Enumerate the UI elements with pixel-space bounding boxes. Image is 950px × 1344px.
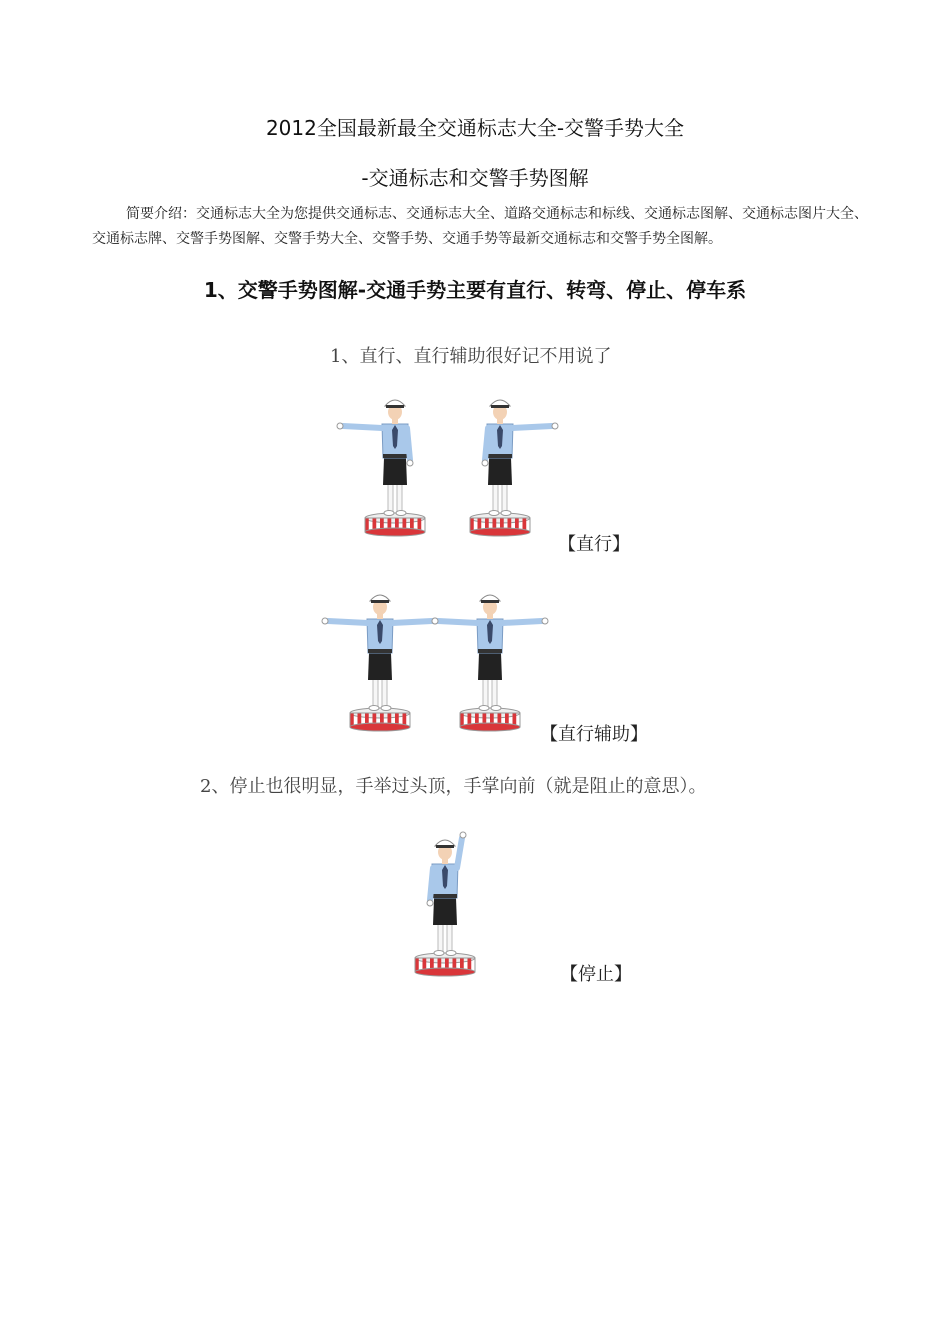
pedestal bbox=[470, 513, 530, 536]
intro-paragraph: 简要介绍：交通标志大全为您提供交通标志、交通标志大全、道路交通标志和标线、交通标志图解、交通标志图片大全、交通标志牌、交警手势图解、交警手势大全、交警手势、交通手势等最新交通标志和交警手势全图解。 bbox=[92, 206, 868, 247]
caption-stop: 2、停止也很明显，手举过头顶，手掌向前（就是阻止的意思）。 bbox=[200, 776, 707, 797]
shoe bbox=[434, 951, 444, 956]
arm bbox=[457, 838, 462, 868]
shoe bbox=[479, 706, 489, 711]
arm bbox=[502, 621, 542, 623]
belt bbox=[368, 649, 392, 653]
shoe bbox=[491, 706, 501, 711]
belt bbox=[488, 454, 512, 458]
leg bbox=[483, 677, 488, 707]
pedestal bbox=[350, 708, 410, 731]
leg bbox=[397, 482, 402, 512]
arm bbox=[407, 428, 410, 460]
arm bbox=[343, 426, 383, 428]
label-straight-assist: 【直行辅助】 bbox=[540, 724, 648, 745]
leg bbox=[492, 677, 497, 707]
glove bbox=[337, 423, 343, 429]
section-heading: 1、交警手势图解-交通手势主要有直行、转弯、停止、停车系 bbox=[203, 278, 747, 302]
shoe bbox=[501, 511, 511, 516]
figure-straight-assist-left bbox=[320, 575, 440, 735]
skirt bbox=[488, 458, 512, 485]
figure-stop bbox=[385, 815, 505, 980]
glove bbox=[407, 460, 413, 466]
skirt bbox=[478, 653, 502, 680]
shoe bbox=[381, 706, 391, 711]
cap-band bbox=[481, 600, 499, 603]
label-straight: 【直行】 bbox=[558, 534, 630, 555]
glove bbox=[432, 618, 438, 624]
belt bbox=[383, 454, 407, 458]
figure-straight-assist-right bbox=[430, 575, 550, 735]
shoe bbox=[489, 511, 499, 516]
cap-band bbox=[436, 845, 454, 848]
shoe bbox=[384, 511, 394, 516]
glove bbox=[460, 832, 466, 838]
arm bbox=[438, 621, 478, 623]
belt bbox=[433, 894, 457, 898]
arm bbox=[512, 426, 552, 428]
glove bbox=[542, 618, 548, 624]
leg bbox=[382, 677, 387, 707]
arm bbox=[328, 621, 368, 623]
shoe bbox=[446, 951, 456, 956]
figure-straight-right bbox=[440, 390, 560, 540]
skirt bbox=[433, 898, 457, 925]
pedestal bbox=[415, 953, 475, 976]
leg bbox=[373, 677, 378, 707]
leg bbox=[502, 482, 507, 512]
pedestal bbox=[460, 708, 520, 731]
caption-straight: 1、直行、直行辅助很好记不用说了 bbox=[330, 346, 612, 367]
cap-band bbox=[491, 405, 509, 408]
page-title-line1: 2012全国最新最全交通标志大全-交警手势大全 bbox=[265, 116, 685, 140]
arm bbox=[430, 868, 433, 900]
glove bbox=[322, 618, 328, 624]
leg bbox=[388, 482, 393, 512]
skirt bbox=[368, 653, 392, 680]
belt bbox=[478, 649, 502, 653]
leg bbox=[447, 922, 452, 952]
glove bbox=[427, 900, 433, 906]
glove bbox=[482, 460, 488, 466]
skirt bbox=[383, 458, 407, 485]
cap-band bbox=[386, 405, 404, 408]
glove bbox=[552, 423, 558, 429]
cap-band bbox=[371, 600, 389, 603]
figure-straight-left bbox=[335, 390, 455, 540]
label-stop: 【停止】 bbox=[560, 964, 632, 985]
arm bbox=[392, 621, 432, 623]
arm bbox=[485, 428, 488, 460]
page-title-line2: -交通标志和交警手势图解 bbox=[361, 166, 589, 190]
shoe bbox=[396, 511, 406, 516]
leg bbox=[438, 922, 443, 952]
shoe bbox=[369, 706, 379, 711]
leg bbox=[493, 482, 498, 512]
pedestal bbox=[365, 513, 425, 536]
